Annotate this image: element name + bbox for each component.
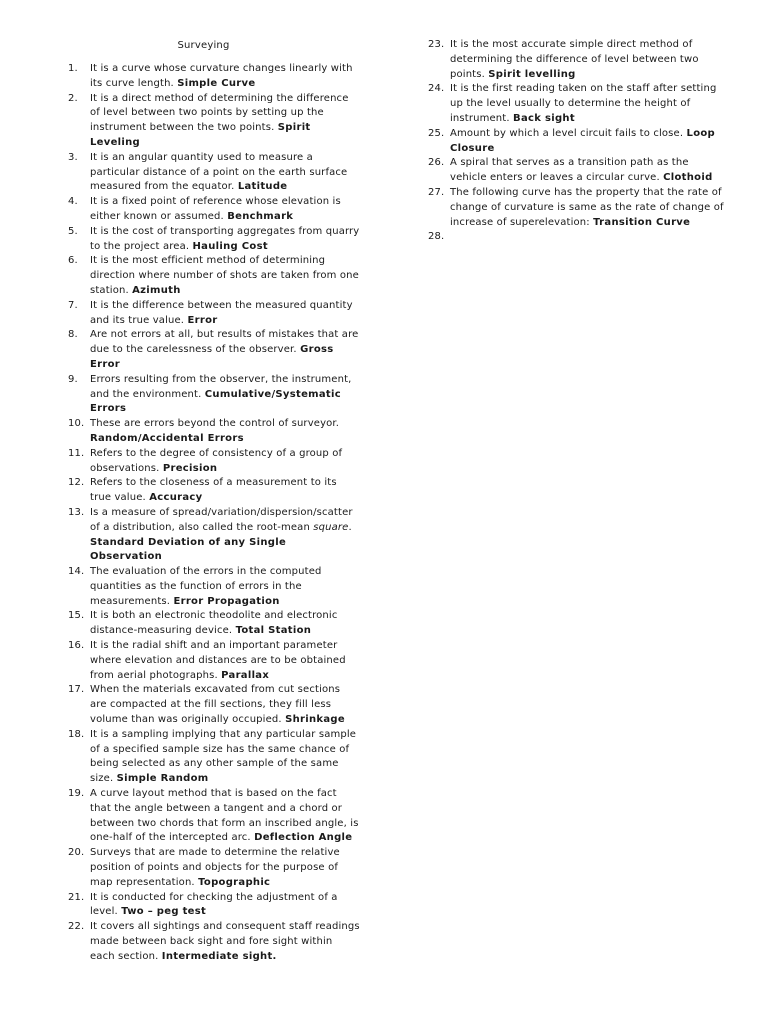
answer-text: Parallax [221, 669, 270, 681]
question-item [68, 195, 360, 225]
question-text: It covers all sightings and consequent staff readings made between back sight and fore sight within each section. [90, 921, 360, 962]
question-number: 15. [68, 610, 85, 622]
question-number: 26. [428, 157, 445, 169]
question-number: 22. [68, 921, 85, 933]
answer-text: Benchmark [227, 210, 294, 222]
answer-text: Error [187, 314, 218, 326]
answer-text: Deflection Angle [254, 832, 353, 844]
question-number: 1. [68, 63, 78, 74]
question-text: The evaluation of the errors in the computed quantities as the function of errors in the measurements. [90, 566, 322, 607]
question-text-after: . [348, 521, 352, 533]
question-number: 11. [68, 447, 85, 459]
question-number: 28. [428, 231, 445, 243]
question-text: It is conducted for checking the adjustment of a level. [90, 891, 338, 918]
answer-text: Random/Accidental Errors [90, 432, 244, 444]
question-number: 3. [68, 151, 78, 163]
answer-text: Spirit Leveling [90, 122, 311, 148]
question-text: The following curve has the property that the rate of change of curvature is same as the rate of change of increase of superelevation: [450, 186, 724, 228]
answer-text: Azimuth [132, 284, 181, 296]
question-number: 17. [68, 684, 85, 696]
question-text: It is both an electronic theodolite and electronic distance-measuring device. [90, 610, 338, 637]
question-item [68, 254, 360, 298]
question-item [428, 127, 726, 157]
answer-text: Error Propagation [173, 595, 280, 607]
question-number: 21. [68, 891, 85, 903]
question-item [428, 156, 726, 186]
question-item [68, 891, 360, 921]
question-item [68, 787, 360, 846]
question-list-right [428, 38, 726, 243]
question-text: These are errors beyond the control of surveyor. [90, 418, 340, 430]
question-number: 8. [68, 329, 78, 341]
question-number: 9. [68, 373, 78, 385]
question-number: 13. [68, 506, 85, 518]
answer-text: Back sight [513, 112, 575, 124]
question-text: A spiral that serves as a transition path as the vehicle enters or leaves a circular curve. [450, 157, 689, 184]
question-text: It is the most accurate simple direct method of determining the difference of level between two points. [450, 39, 699, 80]
question-number: 10. [68, 418, 85, 430]
question-item [68, 328, 360, 372]
question-text: Refers to the degree of consistency of a group of observations. [90, 447, 343, 474]
question-number: 12. [68, 477, 85, 489]
question-number: 4. [68, 196, 78, 208]
answer-text: Topographic [198, 876, 271, 888]
question-item [68, 447, 360, 477]
question-number: 23. [428, 39, 445, 50]
question-number: 24. [428, 83, 445, 95]
question-item [68, 151, 360, 195]
question-text: Is a measure of spread/variation/dispersion/scatter of a distribution, also called the root-mean [90, 506, 353, 533]
question-number: 2. [68, 92, 78, 104]
answer-text: Latitude [237, 181, 288, 193]
answer-text: Clothoid [663, 172, 713, 184]
question-item [68, 728, 360, 787]
question-text: It is the cost of transporting aggregates from quarry to the project area. [90, 225, 360, 252]
question-number: 14. [68, 566, 85, 578]
question-text: Amount by which a level circuit fails to close. [450, 127, 684, 139]
question-number: 27. [428, 186, 445, 198]
question-item [68, 920, 360, 964]
question-text: It is a sampling implying that any particular sample of a specified sample size has the same chance of being selected as any other sample of the same size. [90, 728, 357, 785]
question-number: 19. [68, 788, 85, 800]
question-item [68, 373, 360, 417]
document-title: Surveying [177, 40, 230, 51]
question-text: When the materials excavated from cut sections are compacted at the fill sections, they fill less volume than was originally occupied. [90, 684, 341, 726]
answer-text: Transition Curve [593, 216, 691, 228]
question-text: It is a direct method of determining the difference of level between two points by setting up the instrument between the two points. [90, 92, 349, 134]
question-text: It is the difference between the measured quantity and its true value. [90, 299, 353, 326]
answer-text: Standard Deviation of any Single Observation [90, 536, 287, 563]
question-item [68, 846, 360, 890]
question-text: Are not errors at all, but results of mistakes that are due to the carelessness of the observer. [90, 329, 359, 356]
question-text: It is the most efficient method of determining direction where number of shots are taken from one station. [90, 255, 359, 296]
answer-text: Simple Random [116, 773, 209, 785]
question-item [428, 82, 726, 126]
question-item [68, 683, 360, 727]
question-item [68, 417, 360, 447]
question-text: It is a curve whose curvature changes linearly with its curve length. [90, 63, 353, 89]
question-item [68, 609, 360, 639]
answer-text: Gross Error [90, 344, 334, 370]
question-text: It is a fixed point of reference whose elevation is either known or assumed. [90, 196, 341, 222]
question-number: 16. [68, 640, 85, 652]
question-number: 6. [68, 255, 78, 267]
question-text-italic: square [313, 521, 349, 533]
question-list-left [68, 62, 360, 965]
question-item [68, 476, 360, 506]
question-number: 7. [68, 299, 78, 311]
answer-text: Precision [162, 462, 218, 474]
answer-text: Two – peg test [121, 906, 207, 918]
question-text: A curve layout method that is based on the fact that the angle between a tangent and a chord or between two chords that form an inscribed angle, is one-half of the intercepted arc. [90, 788, 359, 844]
answer-text: Cumulative/Systematic Errors [90, 388, 341, 415]
answer-text: Accuracy [149, 492, 203, 504]
question-number: 5. [68, 225, 78, 237]
answer-text: Shrinkage [285, 714, 345, 726]
question-item [428, 186, 726, 230]
question-item [68, 506, 360, 565]
question-number: 18. [68, 728, 85, 740]
question-item [68, 565, 360, 609]
answer-text: Loop Closure [450, 127, 716, 154]
question-number: 25. [428, 127, 445, 139]
answer-text: Spirit levelling [488, 68, 576, 80]
question-text: Errors resulting from the observer, the instrument, and the environment. [90, 373, 352, 400]
answer-text: Simple Curve [177, 77, 256, 89]
question-item [428, 38, 726, 82]
question-text: Refers to the closeness of a measurement to its true value. [90, 477, 337, 504]
question-item [68, 62, 360, 92]
question-text: It is the radial shift and an important parameter where elevation and distances are to be obtained from aerial photographs. [90, 640, 346, 681]
answer-text: Hauling Cost [192, 240, 268, 252]
question-item [68, 639, 360, 683]
question-item [68, 299, 360, 329]
question-text: Surveys that are made to determine the relative position of points and objects for the purpose of map representation. [90, 847, 340, 888]
question-item [68, 92, 360, 151]
question-text: It is the first reading taken on the staff after setting up the level usually to determine the height of instrument. [450, 83, 717, 124]
answer-text: Total Station [235, 625, 312, 637]
question-number: 20. [68, 847, 85, 859]
question-text: It is an angular quantity used to measure a particular distance of a point on the earth surface measured from the equator. [90, 151, 348, 193]
question-item [68, 225, 360, 255]
answer-text: Intermediate sight. [161, 950, 277, 962]
